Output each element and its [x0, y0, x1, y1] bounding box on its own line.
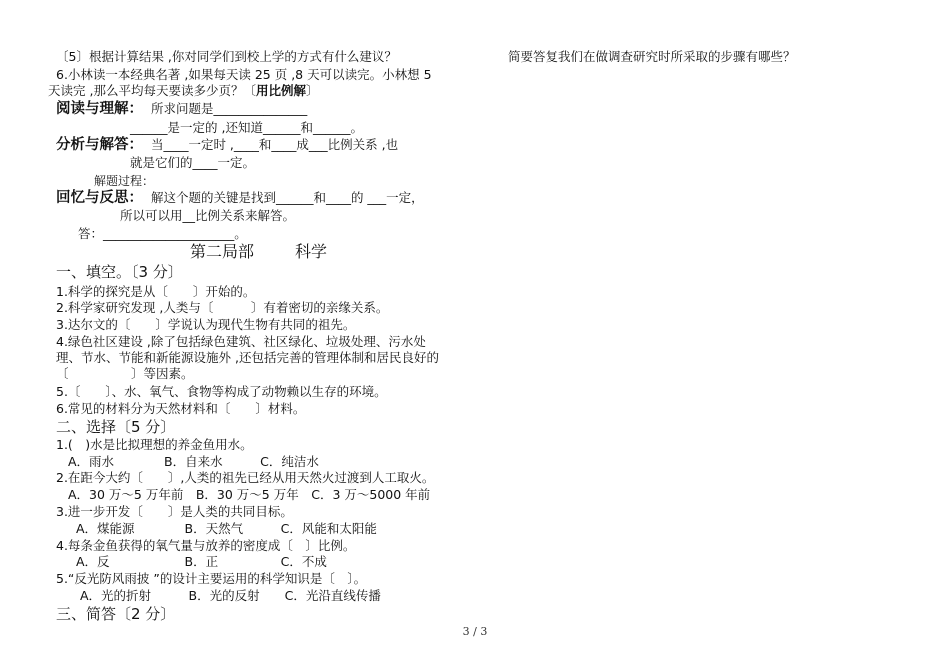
reading-row: 阅读与理解： 所求问题是_______________ [56, 101, 308, 117]
reflection-heading: 回忆与反思： [56, 190, 143, 206]
fill-item-4-line-2: 理、节水、节能和新能源设施外 ,还包括完善的管理体制和居民良好的 [56, 350, 439, 365]
choice-item-3-options: A．煤能源 B．天然气 C．风能和太阳能 [76, 521, 377, 536]
answer-line: 答：_____________________。 [78, 226, 247, 241]
solution-process: 解题过程： [94, 174, 155, 188]
fill-blank-heading: 一、填空。〔3 分〕 [56, 263, 183, 281]
choice-item-5-options: A．光的折射 B．光的反射 C．光沿直线传播 [80, 588, 381, 603]
reading-heading: 阅读与理解： [56, 101, 143, 117]
fill-item-5: 5.〔 〕、水、氧气、食物等构成了动物赖以生存的环境。 [56, 384, 387, 399]
choice-item-2-options: A．30 万～5 万年前 B．30 万～5 万年 C．3 万～5000 年前 [68, 487, 431, 502]
fill-item-6: 6.常见的材料分为天然材料和〔 〕材料。 [56, 401, 306, 416]
part-two-title: 第二局部 [190, 242, 255, 261]
analysis-heading: 分析与解答： [56, 137, 143, 153]
fill-item-4-line-1: 4.绿色社区建设 ,除了包括绿色建筑、社区绿化、垃圾处理、污水处 [56, 334, 426, 349]
choice-item-5: 5.“反光防风雨披 ”的设计主要运用的科学知识是〔 〕。 [56, 571, 367, 586]
science-title: 科学 [295, 242, 328, 261]
choice-heading: 二、选择〔5 分〕 [56, 418, 176, 436]
analysis-row: 分析与解答： 当____一定时 ,____和____成___比例关系 ,也 [56, 137, 399, 153]
question-6-line-1: 6.小林读一本经典名著 ,如果每天读 25 页 ,8 天可以读完。小林想 5 [56, 67, 432, 82]
question-5-line: 〔5〕根据计算结果 ,你对同学们到校上学的方式有什么建议？ [56, 49, 397, 64]
reflection-row: 回忆与反思： 解这个题的关键是找到______和____的 ___一定， [56, 190, 424, 206]
choice-item-1-options: A．雨水 B．自来水 C．纯洁水 [68, 454, 319, 469]
fill-item-3: 3.达尔文的〔 〕学说认为现代生物有共同的祖先。 [56, 317, 356, 332]
question-6-line-2: 天读完 ,那么平均每天要读多少页？〔用比例解〕 [48, 83, 319, 98]
choice-item-1: 1.( )水是比拟理想的养金鱼用水。 [56, 437, 253, 452]
page-number: 3 / 3 [462, 625, 488, 638]
reading-line-2: ______是一定的 ,还知道______和______。 [130, 120, 363, 135]
choice-item-4-options: A．反 B．正 C．不成 [76, 554, 327, 569]
reflection-line-2: 所以可以用__比例关系来解答。 [120, 208, 296, 223]
short-answer-question: 简要答复我们在做调查研究时所采取的步骤有哪些？ [508, 49, 796, 64]
choice-item-2: 2.在距今大约〔 〕,人类的祖先已经从用天然火过渡到人工取火。 [56, 470, 435, 485]
fill-item-1: 1.科学的探究是从〔 〕开始的。 [56, 284, 256, 299]
fill-item-4-line-3: 〔 〕等因素。 [56, 366, 194, 381]
short-answer-heading: 三、简答〔2 分〕 [56, 605, 176, 623]
fill-item-2: 2.科学家研究发现 ,人类与〔 〕有着密切的亲缘关系。 [56, 300, 389, 315]
analysis-line-2: 就是它们的____一定。 [130, 155, 256, 170]
choice-item-4: 4.每条金鱼获得的氧气量与放养的密度成〔 〕比例。 [56, 538, 356, 553]
choice-item-3: 3.进一步开发〔 〕是人类的共同目标。 [56, 504, 293, 519]
